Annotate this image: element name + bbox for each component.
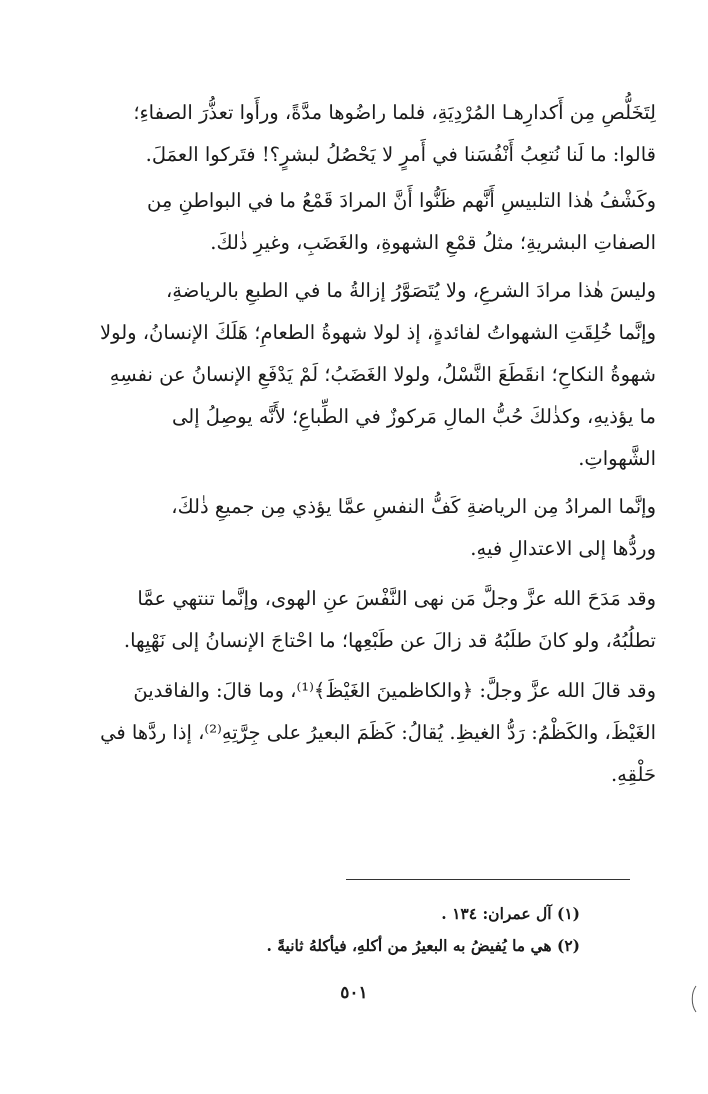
paragraph [58,270,656,480]
text-line: الغَيْظَ، والكَظْمُ: رَدُّ الغيظِ. يُقالُ: كَظَمَ البعيرُ على جِرَّتِهِ⁽²⁾، إذا ردَّها في [100,721,656,744]
text-line: وقد قالَ الله عزَّ وجلَّ: ﴿والكاظمينَ الغَيْظَ﴾⁽¹⁾، وما قالَ: والفاقدينَ [133,679,656,702]
text-line: حَلْقِهِ. [610,763,656,786]
paragraph [58,92,656,176]
text-line: لِتَخَلُّصِ مِن أَكدارِهـا المُرْدِيَةِ، فلما راضُوها مدَّةً، ورأَوا تعذُّرَ الصفاءِ؛ [133,101,656,124]
text-line: قالوا: ما لَنا نُتعِبُ أَنْفُسَنا في أَمرٍ لا يَحْصُلُ لبشرٍ؟! فتَركوا العمَلَ. [145,143,656,166]
footnote: (٢) هي ما يُفيضُ به البعيرُ من أكلهِ، فيأكلهُ ثانيةً . [266,936,580,955]
page-edge-mark [690,985,698,1013]
text-line: شهوةُ النكاحِ؛ انقَطَعَ النَّسْلُ، ولولا الغَضَبُ؛ لَمْ يَدْفَعِ الإنسانُ عن نفسِهِ [109,363,656,386]
paragraph [58,486,656,570]
text-line: الشَّهواتِ. [578,447,656,470]
footnotes [266,898,580,962]
footnote: (١) آل عمران: ١٣٤ . [441,904,580,923]
paragraph [58,578,656,662]
footnote-divider [346,879,630,880]
paragraph [58,670,656,796]
text-line: وكَشْفُ هٰذا التلبيسِ أَنَّهم ظَنُّوا أَنَّ المرادَ قَمْعُ ما في البواطنِ مِن [147,189,656,212]
text-line: وليسَ هٰذا مرادَ الشرعِ، ولا يُتَصَوَّرُ إزالةُ ما في الطبعِ بالرياضةِ، [166,279,656,302]
text-line: تطلُبُهُ، ولو كانَ طلَبُهُ قد زالَ عن طَبْعِها؛ ما احْتاجَ الإنسانُ إلى نَهْيِها. [123,629,656,652]
page-body [58,92,656,802]
text-line: ما يؤذيهِ، وكذٰلكَ حُبُّ المالِ مَركوزٌ في الطِّباعِ؛ لأَنَّه يوصِلُ إلى [172,405,656,428]
text-line: الصفاتِ البشريةِ؛ مثلُ قمْعِ الشهوةِ، والغَضَبِ، وغيرِ ذٰلكَ. [210,231,656,254]
text-line: وقد مَدَحَ الله عزَّ وجلَّ مَن نهى النَّفْسَ عنِ الهوى، وإنَّما تنتهي عمَّا [137,587,656,610]
page-number: ٥٠١ [340,983,368,1003]
paragraph [58,180,656,264]
text-line: وإنَّما خُلِقَتِ الشهواتُ لفائدةٍ، إذ لولا شهوةُ الطعامِ؛ هَلَكَ الإنسانُ، ولولا [100,321,656,344]
text-line: وردُّها إلى الاعتدالِ فيهِ. [470,537,656,560]
text-line: وإنَّما المرادُ مِن الرياضةِ كَفُّ النفسِ عمَّا يؤذي مِن جميعِ ذٰلكَ، [171,495,656,518]
